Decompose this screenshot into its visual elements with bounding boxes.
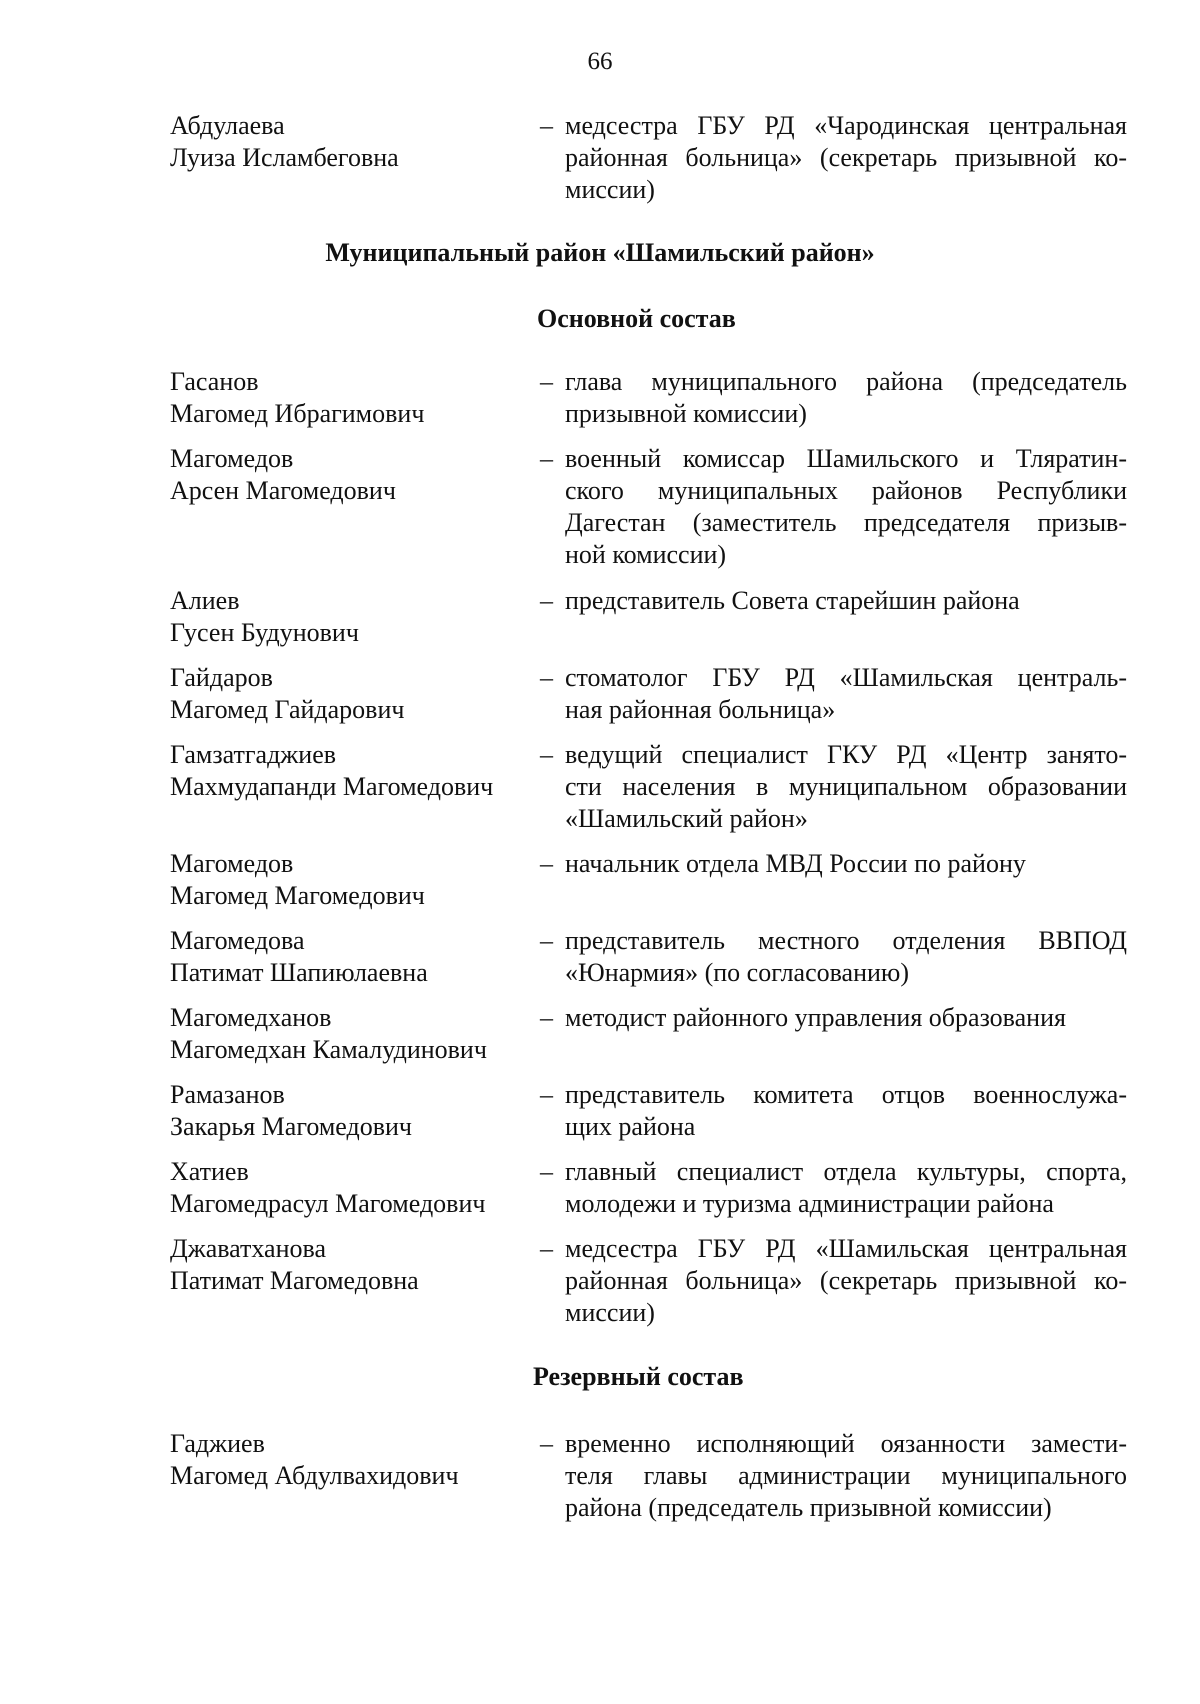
main-composition-heading: Основной состав [537, 304, 736, 333]
member-surname: Гайдаров [170, 663, 273, 692]
member-name [170, 1156, 530, 1220]
entry-dash: – [540, 926, 553, 955]
role-line: временно исполняющий оязанности замести- [565, 1429, 1127, 1458]
role-line: ведущий специалист ГКУ РД «Центр занято- [565, 740, 1127, 769]
member-role [565, 443, 1127, 571]
member-surname: Гасанов [170, 367, 259, 396]
role-line: миссии) [565, 175, 655, 204]
member-role [565, 1002, 1127, 1034]
member-name [170, 1079, 530, 1143]
entry-dash: – [540, 849, 553, 878]
member-name [170, 443, 530, 507]
member-surname: Алиев [170, 586, 240, 615]
member-given-name: Луиза Исламбеговна [170, 143, 399, 172]
entry-dash: – [540, 1429, 553, 1458]
member-given-name: Арсен Магомедович [170, 476, 396, 505]
role-line: медсестра ГБУ РД «Чародинская центральная [565, 111, 1127, 140]
role-line: стоматолог ГБУ РД «Шамильская централь- [565, 663, 1127, 692]
section-title: Муниципальный район «Шамильский район» [325, 238, 875, 267]
role-line: «Шамильский район» [565, 804, 808, 833]
role-line: районная больница» (секретарь призывной ко- [565, 1266, 1127, 1295]
member-role [565, 366, 1127, 430]
member-surname: Рамазанов [170, 1080, 285, 1109]
entry-dash: – [540, 740, 553, 769]
entry-dash: – [540, 1080, 553, 1109]
role-line: района (председатель призывной комиссии) [565, 1493, 1052, 1522]
member-name [170, 585, 530, 649]
entry-dash: – [540, 367, 553, 396]
member-role [565, 1079, 1127, 1143]
member-role [565, 585, 1127, 617]
member-role [565, 1428, 1127, 1524]
member-name [170, 662, 530, 726]
role-line: представитель местного отделения ВВПОД [565, 926, 1127, 955]
role-line: военный комиссар Шамильского и Тляратин- [565, 444, 1127, 473]
member-role [565, 848, 1127, 880]
member-surname: Абдулаева [170, 111, 285, 140]
entry-dash: – [540, 1234, 553, 1263]
member-given-name: Магомед Магомедович [170, 881, 425, 910]
role-line: «Юнармия» (по согласованию) [565, 958, 910, 987]
member-given-name: Магомедхан Камалудинович [170, 1035, 487, 1064]
member-role [565, 1233, 1127, 1329]
member-name [170, 848, 530, 912]
entry-dash: – [540, 111, 553, 140]
member-given-name: Гусен Будунович [170, 618, 359, 647]
member-name [170, 110, 530, 174]
role-line: теля главы администрации муниципального [565, 1461, 1127, 1490]
role-line: методист районного управления образования [565, 1003, 1066, 1032]
member-given-name: Магомед Гайдарович [170, 695, 405, 724]
member-name [170, 739, 530, 803]
role-line: начальник отдела МВД России по району [565, 849, 1026, 878]
member-surname: Магомедова [170, 926, 305, 955]
member-given-name: Закарья Магомедович [170, 1112, 412, 1141]
member-role [565, 739, 1127, 835]
role-line: главный специалист отдела культуры, спорта, [565, 1157, 1127, 1186]
member-role [565, 925, 1127, 989]
member-surname: Гаджиев [170, 1429, 265, 1458]
role-line: сти населения в муниципальном образовании [565, 772, 1127, 801]
role-line: районная больница» (секретарь призывной ко- [565, 143, 1127, 172]
member-surname: Магомедов [170, 444, 294, 473]
member-name [170, 925, 530, 989]
reserve-composition-heading: Резервный состав [533, 1362, 744, 1391]
member-given-name: Патимат Магомедовна [170, 1266, 419, 1295]
member-surname: Магомедханов [170, 1003, 332, 1032]
role-line: Дагестан (заместитель председателя призыв- [565, 508, 1127, 537]
member-role [565, 110, 1127, 206]
member-name [170, 1233, 530, 1297]
role-line: призывной комиссии) [565, 399, 807, 428]
member-name [170, 1428, 530, 1492]
member-surname: Магомедов [170, 849, 294, 878]
role-line: ной комиссии) [565, 540, 727, 569]
member-surname: Джаватханова [170, 1234, 326, 1263]
member-name [170, 366, 530, 430]
role-line: представитель Совета старейшин района [565, 586, 1020, 615]
entry-dash: – [540, 444, 553, 473]
page-number: 66 [587, 48, 613, 75]
entry-dash: – [540, 1157, 553, 1186]
role-line: глава муниципального района (председатель [565, 367, 1127, 396]
member-given-name: Магомед Абдулвахидович [170, 1461, 459, 1490]
member-given-name: Магомед Ибрагимович [170, 399, 425, 428]
role-line: молодежи и туризма администрации района [565, 1189, 1054, 1218]
member-surname: Хатиев [170, 1157, 249, 1186]
role-line: представитель комитета отцов военнослужа- [565, 1080, 1127, 1109]
member-name [170, 1002, 530, 1066]
entry-dash: – [540, 1003, 553, 1032]
member-role [565, 662, 1127, 726]
member-role [565, 1156, 1127, 1220]
member-given-name: Махмудапанди Магомедович [170, 772, 494, 801]
role-line: щих района [565, 1112, 696, 1141]
member-given-name: Магомедрасул Магомедович [170, 1189, 486, 1218]
role-line: ского муниципальных районов Республики [565, 476, 1127, 505]
entry-dash: – [540, 586, 553, 615]
member-surname: Гамзатгаджиев [170, 740, 337, 769]
role-line: медсестра ГБУ РД «Шамильская центральная [565, 1234, 1127, 1263]
role-line: миссии) [565, 1298, 655, 1327]
member-given-name: Патимат Шапиюлаевна [170, 958, 428, 987]
role-line: ная районная больница» [565, 695, 836, 724]
entry-dash: – [540, 663, 553, 692]
